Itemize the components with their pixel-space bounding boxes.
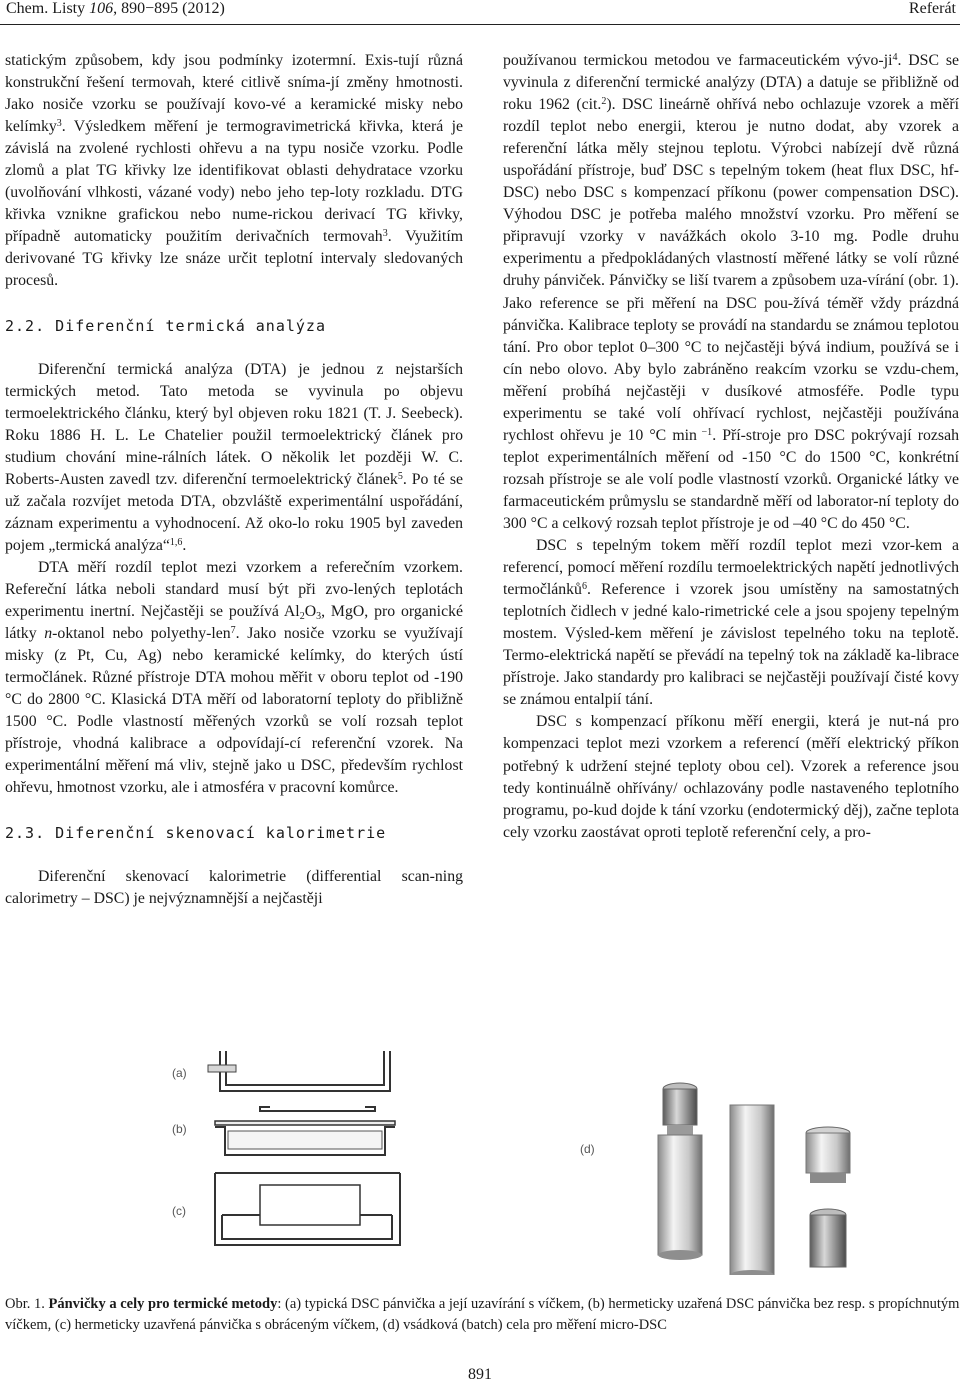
pan-diagram-c — [215, 1173, 400, 1245]
text-run: . DSC se vyvinula z diferenční termické analýzy (DTA) a datuje se přibližně od roku 1962 (cit. — [503, 52, 959, 114]
pan-diagram-b — [215, 1121, 395, 1155]
subscript: 2 — [299, 611, 305, 623]
paragraph: DSC s kompenzací příkonu měří energii, která je nut-ná pro kompenzaci teplot mezi vzorkem a referencí (měří elektrický příkon potřebný k udržení stejné teploty obou cel). Vzorek a reference jsou tedy kontinuálně ohřívány/ ochlazovány podle nastaveného teplotního programu, po-kud dojde k tání vzorku (endotermický děj), začne teplota cely vzorku zaostávat oproti teplotě referenční cely, a pro- — [503, 713, 959, 841]
citation-ref: 3 — [56, 118, 62, 130]
subscript: 3 — [316, 611, 322, 623]
right-column — [503, 50, 959, 844]
text-run: . Reference i vzorek jsou umístěny na samostatných teplotních čidlech v jedné kalo-rimetrické cele a jsou spojeny tepelným mostem. Výsled-kem měření je závislost tepelného toku na teplotě. Termo-elektrická napětí se převádí na tepelný tok na základě ka-librace přístroje. Jako standardy pro kalibraci se nejčastěji používají čisté kovy se známou entalpií tání. — [503, 581, 959, 709]
label-c: (c) — [172, 1204, 186, 1218]
text-run: , MgO, pro organické látky — [5, 603, 463, 643]
paragraph — [5, 557, 463, 800]
paragraph — [5, 50, 463, 293]
citation-ref: 6 — [581, 581, 587, 593]
batch-cell-diagram-d — [658, 1083, 850, 1275]
text-run: statickým způsobem, kdy jsou podmínky izotermní. Exis-tují různá konstrukční řešení termovah, které citlivě sníma-jí změny hmotnosti. Jako nosiče vzorku se používají kovo-vé a keramické misky nebo kelímky — [5, 52, 463, 136]
text-run: DTA měří rozdíl teplot mezi vzorkem a referečním vzorkem. Refereční látka neboli standard musí být při zvo-lených teplotách experimentu inertní. Nejčastěji se používá Al — [5, 558, 463, 621]
text-run: . Jako nosiče vzorku se využívají misky (z Pt, Cu, Ag) nebo keramické kelímky, do kterých ústí termočlánek. Různé přístroje DTA mohou měřit v oboru teplot od -190 °C do 2800 °C. Klasická DTA měří od laboratorní teploty do přibližně 1500 °C. Podle vlastností měřených vzorků se volí rozsah teplot přístroje, vhodná kalibrace a odpovídají-cí referenční vzorek. Na experimentální měření má vliv, stejně jako u DSC, především rychlost ohřevu, hmotnost vzorku, ale i atmosféra v pracovní komůrce. — [5, 625, 463, 797]
journal-pages: , 890−895 (2012) — [113, 0, 225, 17]
caption-prefix: Obr. 1. — [5, 1296, 49, 1312]
text-run: . Výsledkem měření je termogravimetrická křivka, která je závislá na zvolené rychlosti ohřevu a na typu nosiče vzorku. Podle zlomů a plat TG křivky lze identifikovat oblasti dehydratace vzorku (uvolňování vlhkosti, vázané vody) nebo jeho tep-loty rozkladu. DTG křivka vznikne grafickou nebo nume-rickou derivací TG křivky, případně automaticky použitím derivačních termovah — [5, 118, 463, 246]
caption-title: Pánvičky a cely pro termické metody — [48, 1296, 278, 1312]
paragraph — [5, 359, 463, 557]
italic-text: n — [44, 625, 53, 643]
text-run: DSC s tepelným tokem měří rozdíl teplot mezi vzor-kem a referencí, pomocí měření rozdílu termoelektrických napětí jednotlivých termočlánků — [503, 537, 959, 599]
paragraph — [503, 50, 959, 535]
label-a: (a) — [172, 1066, 187, 1080]
citation-ref: 4 — [892, 52, 898, 63]
text-run: -oktanol nebo polyethy-len — [52, 625, 231, 643]
text-run: . — [182, 536, 187, 554]
journal-citation — [6, 0, 225, 18]
text-run: O — [304, 603, 317, 621]
header-rule — [0, 24, 960, 25]
section-heading-2-3: 2.3. Diferenční skenovací kalorimetrie — [5, 823, 387, 842]
citation-ref: 7 — [230, 625, 236, 637]
text-run: . Využitím derivované TG křivky lze snáze určit teplotní intervaly sledovaných procesů. — [5, 228, 463, 290]
text-run: Diferenční termická analýza (DTA) je jednou z nejstarších termických metod. Tato metoda se vyvinula po objevu termoelektrického článku, který byl objeven roku 1821 (T. J. Seebeck). Roku 1886 H. L. Le Chatelier použil termoelektrický článek pro studium chování mine-rálních látek. O několik let později W. C. Roberts-Austen zavedl tzv. diferenční termoelektrický článek — [5, 360, 463, 488]
section-label: Referát — [908, 0, 956, 17]
citation-ref: 3 — [382, 228, 388, 240]
paragraph: Diferenční skenovací kalorimetrie (differential scan-ning calorimetry – DSC) je nejvýznamnější a nejčastěji — [5, 867, 463, 907]
citation-ref: 5 — [397, 470, 403, 482]
journal-volume: 106 — [89, 0, 114, 17]
figure-1 — [160, 1045, 900, 1275]
unit-exponent: −1 — [696, 426, 713, 438]
text-run: ). DSC lineárně ohřívá nebo ochlazuje vzorek a měří rozdíl teplot nebo energii, kterou je nutno dodat, aby vzorek a referenční látka měly stejnou teplotu. Výrobci nabízejí dvě různá uspořádání přístroje, buď DSC s tepelným tokem (heat flux DSC, hf-DSC) nebo DSC s kompenzací příkonu (power compensation DSC). Výhodou DSC je potřeba malého množství vzorku. Pro měření se připravují vzorky v navážkách okolo 3-10 mg. Podle druhu experimentu a předpokládaných vlastností měřené látky se volí různé druhy pánviček. Pánvičky se liší tvarem a způsobem uza-vírání (obr. 1). Jako reference se při měření na DSC pou-žívá téměř vždy prázdná pánvička. Kalibrace teploty se provádí na standardu se známou teplotou tání. Pro obor teplot 0–300 °C to nejčastěji bývá indium, používá se i cín nebo olovo. Aby bylo zabráněno reakcím vzorku se vzdu-chem, měření probíhá nejčastěji v dusíkové atmosféře. Podle typu experimentu se také volí ohřívací rychlost, nejčastěji používána rychlost ohřevu je 10 °C min — [503, 96, 959, 444]
section-heading-2-2: 2.2. Diferenční termická analýza — [5, 316, 326, 335]
caption-text: : (a) typická DSC pánvička a její uzavírání s víčkem, (b) hermeticky uzařená DSC pánvička bez resp. s propíchnutým víčkem, (c) hermeticky uzavřená pánvička s obráceným víčkem, (d) vsádková (batch) cela pro měření micro-DSC — [5, 1296, 960, 1333]
pan-diagram-a — [208, 1051, 390, 1111]
label-b: (b) — [172, 1122, 187, 1136]
text-run: používanou termickou metodou ve farmaceutickém vývo-ji — [503, 52, 893, 69]
left-column — [5, 50, 463, 910]
page-header — [0, 0, 960, 26]
journal-prefix: Chem. Listy — [6, 0, 90, 17]
text-run: . Pří-stroje pro DSC pokrývají rozsah teplot experimentálních měření od -150 °C do 1500 °C, konkrétní rozsah přístroje se ale volí podle vlastností vzorků. Organické látky ve farmaceutickém průmyslu se standardně měří od laborator-ní teploty do 300 °C a celkový rozsah teplot přístroje je od –40 °C do 450 °C. — [503, 426, 959, 532]
page-number: 891 — [468, 1366, 492, 1383]
text-run: . Po té se už začala rozvíjet metoda DTA, obzvláště experimentální uspořádání, záznam experimentu a vyhodnocení. Až oko-lo roku 1905 byl zaveden pojem „termická analýza“ — [5, 470, 463, 554]
paragraph — [503, 535, 959, 711]
citation-ref: 1,6 — [169, 536, 183, 548]
figure-caption — [5, 1294, 960, 1336]
citation-ref: 2 — [601, 96, 607, 108]
figure-illustration — [160, 1045, 900, 1275]
label-d: (d) — [580, 1142, 595, 1156]
